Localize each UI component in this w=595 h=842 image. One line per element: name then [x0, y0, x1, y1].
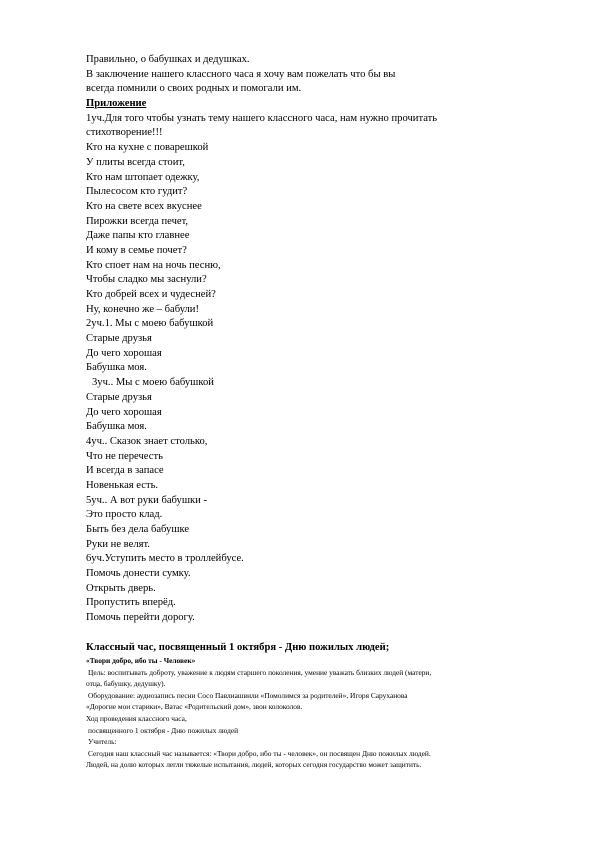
- poem-line: Что не перечесть: [86, 450, 163, 462]
- poem-line: Быть без дела бабушке: [86, 524, 190, 535]
- poem-line: Новенькая есть.: [86, 479, 159, 491]
- poem-line: стихотворение!!!: [86, 127, 163, 139]
- section-heading: Классный час, посвященный 1 октября - Дню пожилых людей;: [86, 642, 390, 653]
- text-section-class-hour: [86, 641, 556, 771]
- poem-line: Кто споет нам на ночь песню,: [86, 259, 221, 271]
- poem-line: Бабушка моя.: [86, 362, 147, 374]
- poem-line: 2уч.1. Мы с моею бабушкой: [86, 318, 214, 330]
- appendix-heading: Приложение: [86, 98, 147, 110]
- poem-line: Ну, конечно же – бабули!: [86, 303, 200, 315]
- poem-line: 1уч.Для того чтобы узнать тему нашего классного часа, нам нужно прочитать: [86, 112, 438, 124]
- poem-line: Кто на кухне с поварешкой: [86, 142, 209, 154]
- poem-line: Кто на свете всех вкуснее: [86, 200, 202, 212]
- poem-line: Кто добрей всех и чудесней?: [86, 289, 216, 300]
- poem-line: До чего хорошая: [86, 406, 162, 418]
- text-line: всегда помнили о своих родных и помогали им.: [86, 83, 302, 95]
- poem-line: Открыть дверь.: [86, 582, 156, 594]
- poem-line: 6уч.Уступить место в троллейбусе.: [86, 553, 244, 565]
- epigraph: «Твори добро, ибо ты - Человек»: [86, 656, 196, 665]
- goal-text: Цель: воспитывать доброту, уважение к людям старшего поколения, умение уважать близких людей (матери,: [88, 667, 432, 677]
- procedure-heading: Ход проведения классного часа,: [86, 713, 187, 723]
- text-line: Правильно, о бабушках и дедушках.: [86, 54, 250, 65]
- text-section-intro: [86, 53, 566, 626]
- poem-line: Старые друзья: [86, 391, 152, 403]
- poem-line: Чтобы сладко мы заснули?: [86, 274, 207, 286]
- poem-line: Даже папы кто главнее: [86, 230, 190, 242]
- poem-line: Пропустить вперёд.: [86, 597, 176, 609]
- poem-line: Это просто клад.: [86, 509, 163, 521]
- goal-text-cont: отца, бабушку, дедушку).: [86, 679, 166, 689]
- paragraph-line: Сегодня наш классный час называется: «Твори добро, ибо ты - человек», он посвящен Дню пожилых людей.: [88, 748, 431, 758]
- poem-line: Бабушка моя.: [86, 421, 147, 433]
- poem-line: Помочь перейти дорогу.: [86, 612, 195, 624]
- poem-line: Старые друзья: [86, 333, 152, 345]
- poem-line: У плиты всегда стоит,: [86, 156, 185, 168]
- poem-line: И всегда в запасе: [86, 465, 164, 477]
- poem-line: 4уч.. Сказок знает столько,: [86, 435, 208, 447]
- poem-line: До чего хорошая: [86, 347, 162, 359]
- poem-line: 5уч.. А вот руки бабушки -: [86, 494, 207, 506]
- poem-line: 3уч.. Мы с моею бабушкой: [92, 377, 214, 389]
- equipment-text-cont: «Дорогие мои старики», Ватас «Родительский дом», звон колоколов.: [86, 702, 303, 712]
- paragraph-line: Людей, на долю которых легли тяжелые испытания, людей, которых сегодня государство может защитить.: [86, 760, 422, 770]
- poem-line: Кто нам штопает одежку,: [86, 171, 200, 183]
- poem-line: Пылесосом кто гудит?: [86, 186, 188, 198]
- poem-line: Пирожки всегда печет,: [86, 215, 189, 227]
- teacher-label: Учитель:: [88, 737, 117, 747]
- poem-line: И кому в семье почет?: [86, 244, 187, 256]
- poem-line: Помочь донести сумку.: [86, 568, 191, 580]
- procedure-subheading: посвященного 1 октября - Дню пожилых людей: [88, 725, 239, 735]
- text-line: В заключение нашего классного часа я хочу вам пожелать что бы вы: [86, 68, 396, 80]
- poem-line: Руки не велят.: [86, 538, 150, 550]
- equipment-text: Оборудование: аудиозапись песни Сосо Павлиашвили «Помолимся за родителей», Игоря Саруханова: [88, 690, 408, 700]
